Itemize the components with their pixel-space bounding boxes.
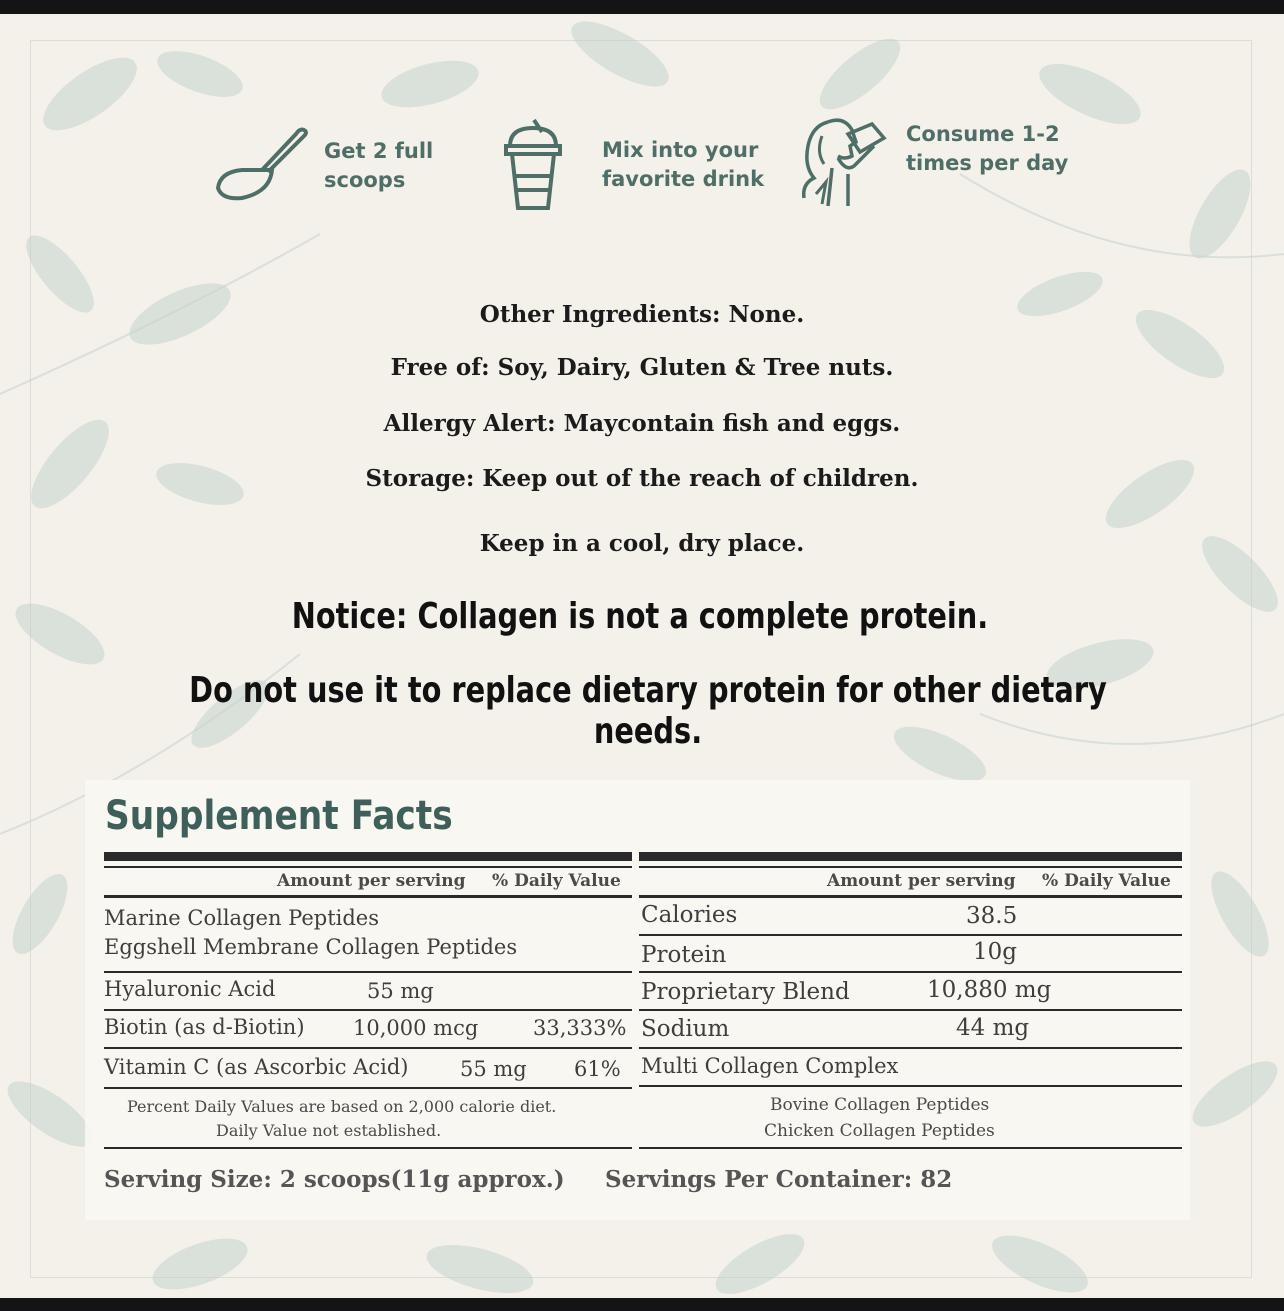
vitamin-c-amount: 55 mg <box>460 1057 527 1081</box>
rule <box>639 971 1182 973</box>
blend-name: Proprietary Blend <box>641 979 850 1005</box>
sodium-amount: 44 mg <box>956 1015 1030 1041</box>
protein-name: Protein <box>641 942 727 968</box>
eggshell-collagen: Eggshell Membrane Collagen Peptides <box>104 935 518 959</box>
rule <box>104 1047 632 1049</box>
multi-collagen-complex: Multi Collagen Complex <box>641 1054 899 1078</box>
top-border <box>0 0 1284 14</box>
rule <box>104 866 632 868</box>
bovine-collagen: Bovine Collagen Peptides <box>770 1095 990 1115</box>
marine-collagen: Marine Collagen Peptides <box>104 906 379 930</box>
rule <box>639 1009 1182 1011</box>
biotin-amount: 10,000 mcg <box>353 1016 479 1040</box>
scoop-icon <box>212 126 312 206</box>
hyaluronic-amount: 55 mg <box>367 979 434 1003</box>
sodium-name: Sodium <box>641 1016 730 1042</box>
biotin-name: Biotin (as d-Biotin) <box>104 1015 305 1039</box>
rule <box>639 1147 1182 1149</box>
rule <box>104 1147 632 1149</box>
footnote-daily-values: Percent Daily Values are based on 2,000 calorie diet. <box>127 1097 557 1116</box>
cup-icon <box>502 118 564 212</box>
rule <box>104 1087 632 1089</box>
step-mix <box>502 118 764 212</box>
storage: Storage: Keep out of the reach of children. <box>365 465 919 492</box>
step-scoops <box>212 126 433 206</box>
allergy-alert: Allergy Alert: Maycontain fish and eggs. <box>383 410 901 437</box>
left-header-dv: % Daily Value <box>492 871 621 891</box>
serving-size: Serving Size: 2 scoops(11g approx.) <box>104 1166 565 1193</box>
rule <box>104 971 632 973</box>
step-mix-label: Mix into your favorite drink <box>602 138 765 191</box>
blend-amount: 10,880 mg <box>927 977 1052 1003</box>
protein-amount: 10g <box>973 939 1017 965</box>
right-thick-rule <box>639 852 1182 861</box>
servings-per-container: Servings Per Container: 82 <box>605 1166 953 1193</box>
bottom-border <box>0 1298 1284 1311</box>
rule <box>639 934 1182 936</box>
free-of: Free of: Soy, Dairy, Gluten & Tree nuts. <box>390 354 894 381</box>
keep-cool: Keep in a cool, dry place. <box>479 530 805 557</box>
step-consume-label: Consume 1-2 times per day <box>906 122 1069 175</box>
rule <box>639 895 1182 898</box>
calories-amount: 38.5 <box>966 903 1018 929</box>
calories-name: Calories <box>641 902 738 928</box>
vitamin-c-dv: 61% <box>574 1057 621 1081</box>
step-scoops-label: Get 2 full scoops <box>324 139 434 192</box>
rule <box>639 866 1182 868</box>
footnote-not-established: Daily Value not established. <box>216 1121 442 1140</box>
chicken-collagen: Chicken Collagen Peptides <box>764 1121 995 1141</box>
supplement-facts-title: Supplement Facts <box>105 793 453 839</box>
notice-line-1: Notice: Collagen is not a complete protein. <box>291 596 989 637</box>
left-header-amount: Amount per serving <box>277 871 466 891</box>
vitamin-c-name: Vitamin C (as Ascorbic Acid) <box>104 1055 409 1079</box>
hyaluronic-name: Hyaluronic Acid <box>104 977 276 1001</box>
other-ingredients: Other Ingredients: None. <box>479 301 805 328</box>
rule <box>104 1009 632 1011</box>
right-header-amount: Amount per serving <box>827 871 1016 891</box>
rule <box>639 1085 1182 1087</box>
woman-drinking-icon <box>798 112 892 210</box>
step-consume <box>798 112 1068 210</box>
right-header-dv: % Daily Value <box>1042 871 1171 891</box>
rule <box>639 1047 1182 1049</box>
left-thick-rule <box>104 852 632 861</box>
biotin-dv: 33,333% <box>533 1016 627 1040</box>
rule <box>104 895 632 898</box>
notice-line-2: Do not use it to replace dietary protein for other dietary needs. <box>189 670 1107 752</box>
